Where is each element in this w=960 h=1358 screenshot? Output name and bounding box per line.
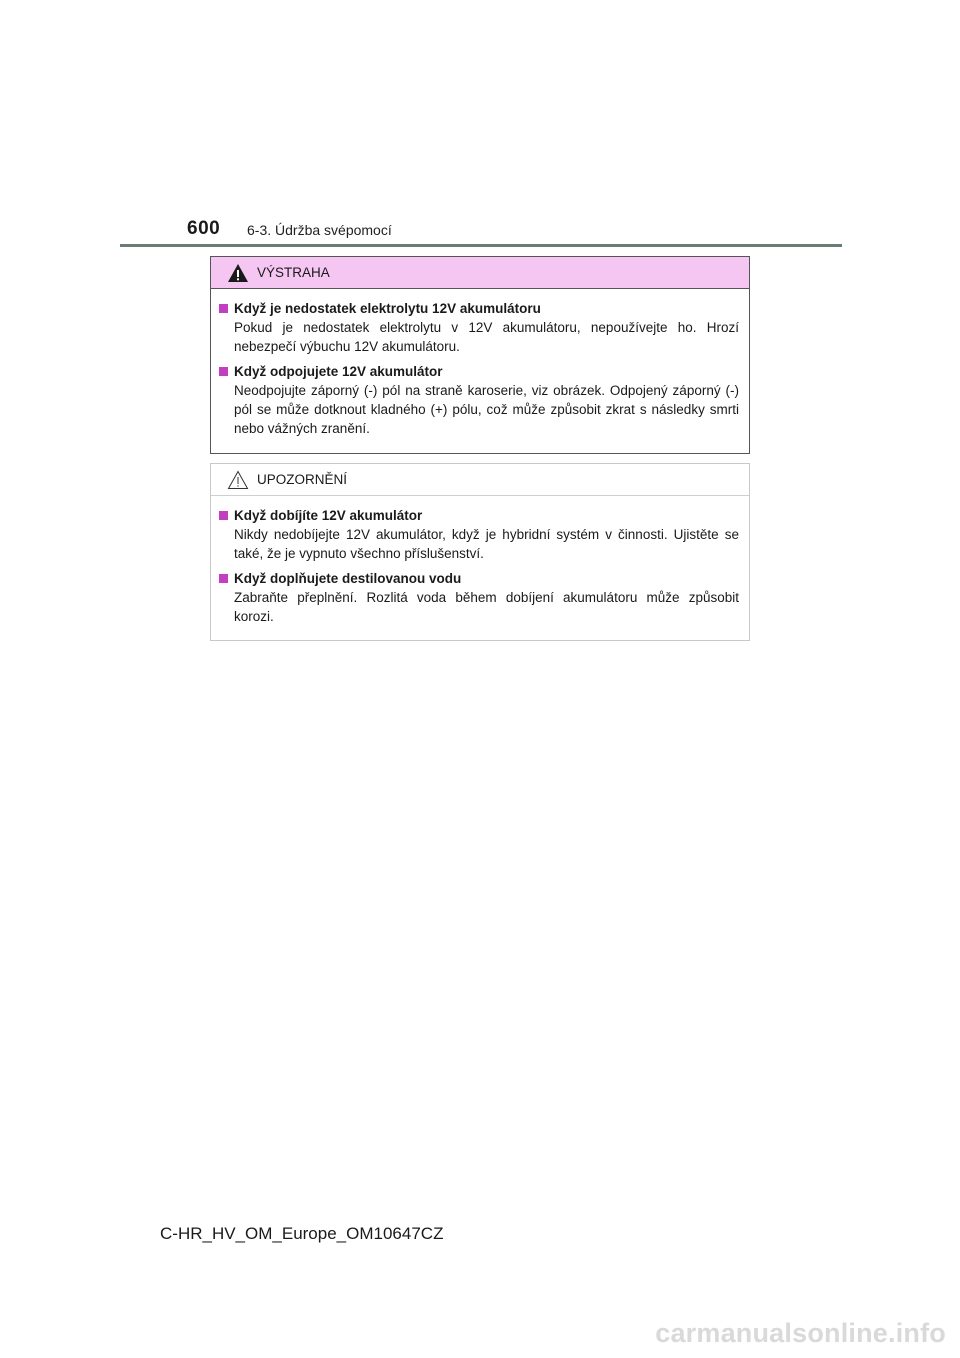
warning-item-text: Pokud je nedostatek elektrolytu v 12V akumulátoru, nepoužívejte ho. Hrozí nebezpečí výbuchu 12V akumulátoru. (234, 320, 739, 354)
warning-item-heading-text: Když odpojujete 12V akumulátor (234, 364, 443, 379)
caution-box-title: UPOZORNĚNÍ (257, 472, 348, 487)
warning-item-heading-text: Když je nedostatek elektrolytu 12V akumulátoru (234, 301, 541, 316)
section-title: 6-3. Údržba svépomocí (247, 222, 392, 238)
square-bullet-icon (219, 511, 228, 520)
warning-item-heading (219, 362, 739, 381)
warning-item-text: Neodpojujte záporný (-) pól na straně karoserie, viz obrázek. Odpojený záporný (-) pól se může dotknout kladného (+) pólu, což může způsobit zkrat s následky smrti nebo vážných zranění. (234, 383, 739, 436)
warning-triangle-filled-icon (227, 263, 249, 283)
caution-item-text: Nikdy nedobíjejte 12V akumulátor, když je hybridní systém v činnosti. Ujistěte se také, že je vypnuto všechno příslušenství. (234, 527, 739, 561)
caution-item (219, 569, 739, 626)
warning-box-body (211, 289, 749, 438)
warning-box-title: VÝSTRAHA (257, 265, 330, 280)
warning-box (210, 256, 750, 454)
warning-box-header (211, 257, 749, 289)
caution-item-heading (219, 506, 739, 525)
document-code: C-HR_HV_OM_Europe_OM10647CZ (160, 1224, 444, 1243)
square-bullet-icon (219, 574, 228, 583)
caution-item-heading-text: Když dobíjíte 12V akumulátor (234, 508, 423, 523)
caution-item-text: Zabraňte přeplnění. Rozlitá voda během dobíjení akumulátoru může způsobit korozi. (234, 590, 739, 624)
header-rule (120, 244, 842, 247)
caution-item-heading-text: Když doplňujete destilovanou vodu (234, 571, 462, 586)
caution-box-header (211, 464, 749, 496)
caution-box-body (211, 496, 749, 626)
caution-item (219, 506, 739, 563)
caution-triangle-outline-icon (227, 470, 249, 490)
square-bullet-icon (219, 304, 228, 313)
page-number: 600 (187, 218, 221, 239)
square-bullet-icon (219, 367, 228, 376)
warning-item (219, 362, 739, 438)
caution-box (210, 463, 750, 641)
caution-item-heading (219, 569, 739, 588)
warning-item (219, 299, 739, 356)
watermark-link[interactable]: carmanualsonline.info (655, 1318, 946, 1348)
warning-item-heading (219, 299, 739, 318)
